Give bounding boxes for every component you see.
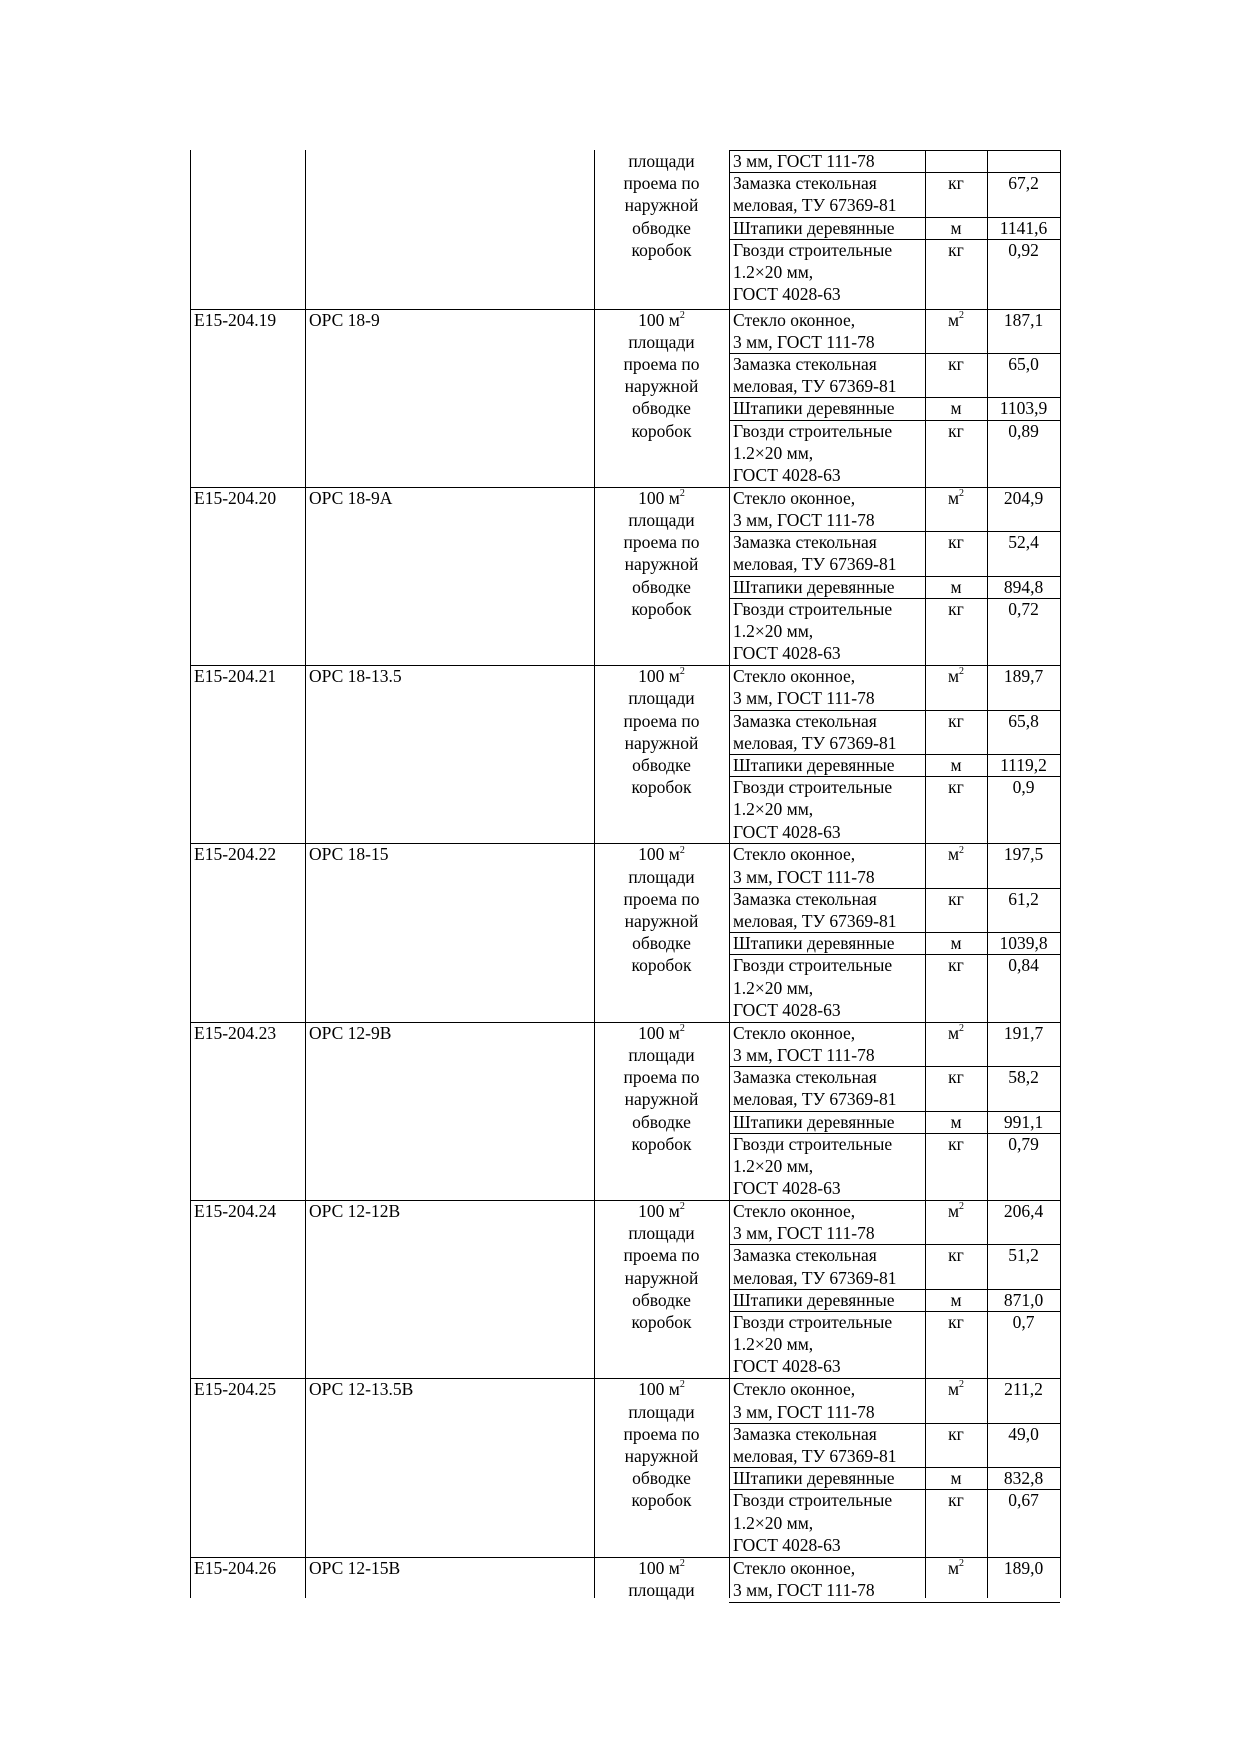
- material-name-line: Гвозди строительные: [733, 420, 893, 441]
- material-quantity: 52,4: [1008, 532, 1039, 553]
- material-quantity: 1039,8: [999, 933, 1048, 954]
- material-name-line: ГОСТ 4028-63: [733, 999, 841, 1020]
- unit-description-line: площади: [628, 1223, 695, 1244]
- material-unit: кг: [948, 1312, 964, 1332]
- material-quantity: 0,7: [1012, 1312, 1035, 1332]
- material-quantity: 189,0: [1003, 1557, 1044, 1578]
- column-rule: [305, 150, 306, 1598]
- material-name-line: ГОСТ 4028-63: [733, 1534, 841, 1555]
- material-name-line: ГОСТ 4028-63: [733, 1178, 841, 1199]
- material-unit: $м^2$: [947, 1557, 965, 1578]
- window-type: ОРС 18-9А: [309, 487, 393, 508]
- material-unit: м: [950, 1468, 962, 1489]
- material-unit: кг: [948, 239, 964, 260]
- column-rule: [190, 150, 191, 1598]
- material-name-line: меловая, ТУ 67369-81: [733, 1089, 897, 1110]
- material-quantity: 67,2: [1008, 173, 1039, 194]
- material-quantity: 51,2: [1008, 1245, 1039, 1266]
- material-name-line: Стекло оконное,: [733, 1557, 856, 1578]
- material-name-line: 3 мм, ГОСТ 111-78: [733, 1579, 875, 1600]
- material-unit: $м^2$: [947, 1201, 965, 1221]
- material-quantity: 187,1: [1003, 309, 1044, 330]
- unit-description-line: наружной: [624, 376, 699, 397]
- material-name-line: 3 мм, ГОСТ 111-78: [733, 331, 875, 352]
- window-type: ОРС 18-15: [309, 844, 389, 865]
- material-name-line: Замазка стекольная: [733, 173, 877, 194]
- material-unit: кг: [948, 1423, 964, 1444]
- norm-code: Е15-204.22: [194, 844, 277, 865]
- superscript-2: 2: [959, 1201, 965, 1213]
- unit-description-line: наружной: [624, 195, 699, 216]
- unit-description-line: коробок: [631, 955, 692, 976]
- norm-code: Е15-204.19: [194, 309, 277, 330]
- superscript-2: 2: [679, 309, 685, 321]
- norm-code: Е15-204.21: [194, 666, 277, 687]
- material-name-line: Гвозди строительные: [733, 1312, 893, 1332]
- material-quantity: 832,8: [1003, 1468, 1044, 1489]
- material-quantity: 197,5: [1003, 844, 1044, 865]
- unit-head: 100 $м^2$: [638, 309, 685, 330]
- material-quantity: 61,2: [1008, 888, 1039, 909]
- material-unit: м: [950, 398, 962, 419]
- material-name-line: Штапики деревянные: [733, 576, 895, 597]
- material-name-line: Гвозди строительные: [733, 598, 893, 619]
- material-name-line: Штапики деревянные: [733, 754, 895, 775]
- superscript-2: 2: [679, 666, 685, 678]
- superscript-2: 2: [679, 1557, 685, 1569]
- material-quantity: 189,7: [1003, 666, 1044, 687]
- material-name-line: Стекло оконное,: [733, 844, 856, 865]
- unit-description-line: проема по: [623, 1245, 700, 1266]
- material-name-line: Замазка стекольная: [733, 353, 877, 374]
- unit-description-line: площади: [628, 331, 695, 352]
- unit-head: 100 $м^2$: [638, 844, 685, 865]
- material-unit: м: [950, 1111, 962, 1132]
- unit-description-line: площади: [628, 1401, 695, 1422]
- material-name-line: 1.2×20 мм,: [733, 1512, 814, 1533]
- superscript-2: 2: [679, 1022, 685, 1034]
- material-name-line: Штапики деревянные: [733, 217, 895, 238]
- material-name-line: Гвозди строительные: [733, 239, 893, 260]
- material-unit: кг: [948, 1067, 964, 1088]
- unit-description-line: коробок: [631, 1312, 692, 1332]
- material-name-line: 3 мм, ГОСТ 111-78: [733, 1223, 875, 1244]
- material-quantity: 1141,6: [999, 217, 1048, 238]
- material-name-line: Стекло оконное,: [733, 1379, 856, 1400]
- unit-description-line: площади: [628, 151, 695, 171]
- material-name-line: меловая, ТУ 67369-81: [733, 554, 897, 575]
- material-name-line: ГОСТ 4028-63: [733, 821, 841, 842]
- unit-description-line: обводке: [632, 398, 691, 419]
- unit-description-line: проема по: [623, 888, 700, 909]
- unit-description-line: обводке: [632, 1468, 691, 1489]
- material-unit: $м^2$: [947, 666, 965, 687]
- material-quantity: 0,67: [1008, 1490, 1039, 1511]
- material-quantity: 49,0: [1008, 1423, 1039, 1444]
- material-name-line: меловая, ТУ 67369-81: [733, 1445, 897, 1466]
- material-quantity: 1119,2: [1000, 754, 1047, 775]
- norm-code: Е15-204.25: [194, 1379, 277, 1400]
- material-unit: кг: [948, 1245, 964, 1266]
- window-type: ОРС 12-15В: [309, 1557, 401, 1578]
- material-name-line: Замазка стекольная: [733, 1067, 877, 1088]
- material-unit: м: [950, 1289, 962, 1310]
- material-name-line: ГОСТ 4028-63: [733, 464, 841, 485]
- superscript-2: 2: [959, 1379, 965, 1391]
- unit-description-line: проема по: [623, 1423, 700, 1444]
- material-name-line: 1.2×20 мм,: [733, 977, 814, 998]
- unit-description-line: проема по: [623, 1067, 700, 1088]
- material-name-line: Штапики деревянные: [733, 933, 895, 954]
- unit-description-line: проема по: [623, 710, 700, 731]
- material-unit: кг: [948, 1133, 964, 1154]
- norm-code: Е15-204.24: [194, 1201, 277, 1221]
- unit-head: 100 $м^2$: [638, 1557, 685, 1578]
- material-name-line: меловая, ТУ 67369-81: [733, 376, 897, 397]
- material-unit: кг: [948, 777, 964, 798]
- material-name-line: Замазка стекольная: [733, 532, 877, 553]
- unit-description-line: обводке: [632, 754, 691, 775]
- unit-description-line: коробок: [631, 598, 692, 619]
- material-unit: кг: [948, 532, 964, 553]
- material-name-line: Гвозди строительные: [733, 777, 893, 798]
- unit-description-line: проема по: [623, 173, 700, 194]
- superscript-2: 2: [679, 844, 685, 856]
- material-quantity: 58,2: [1008, 1067, 1039, 1088]
- material-unit: кг: [948, 955, 964, 976]
- material-name-line: 1.2×20 мм,: [733, 262, 814, 282]
- material-unit: кг: [948, 420, 964, 441]
- norm-code: Е15-204.20: [194, 487, 277, 508]
- superscript-2: 2: [959, 844, 965, 856]
- superscript-2: 2: [959, 309, 965, 321]
- material-quantity: 65,8: [1008, 710, 1039, 731]
- material-unit: $м^2$: [947, 844, 965, 865]
- unit-head: 100 $м^2$: [638, 487, 685, 508]
- norm-code: Е15-204.23: [194, 1022, 277, 1043]
- material-name-line: Штапики деревянные: [733, 398, 895, 419]
- unit-description-line: наружной: [624, 732, 699, 753]
- material-quantity: 0,89: [1008, 420, 1039, 441]
- material-unit: $м^2$: [947, 1022, 965, 1043]
- unit-description-line: обводке: [632, 576, 691, 597]
- row-rule: [729, 1602, 1060, 1603]
- superscript-2: 2: [959, 666, 965, 678]
- superscript-2: 2: [679, 1201, 685, 1213]
- unit-description-line: площади: [628, 1579, 695, 1600]
- material-name-line: 1.2×20 мм,: [733, 1334, 814, 1355]
- material-name-line: Замазка стекольная: [733, 888, 877, 909]
- material-name-line: меловая, ТУ 67369-81: [733, 732, 897, 753]
- window-type: ОРС 18-13.5: [309, 666, 402, 687]
- column-rule: [1060, 150, 1061, 1598]
- material-name-line: Стекло оконное,: [733, 1201, 856, 1221]
- superscript-2: 2: [959, 1557, 965, 1569]
- window-type: ОРС 12-9В: [309, 1022, 392, 1043]
- unit-description-line: коробок: [631, 239, 692, 260]
- material-name-line: Замазка стекольная: [733, 1245, 877, 1266]
- unit-description-line: коробок: [631, 1133, 692, 1154]
- material-name-line: Штапики деревянные: [733, 1111, 895, 1132]
- unit-head: 100 $м^2$: [638, 1379, 685, 1400]
- material-name-line: 1.2×20 мм,: [733, 799, 814, 820]
- material-name-line: Гвозди строительные: [733, 1133, 893, 1154]
- material-unit: м: [950, 576, 962, 597]
- material-name-line: Стекло оконное,: [733, 487, 856, 508]
- material-quantity: 204,9: [1003, 487, 1044, 508]
- material-name-line: Гвозди строительные: [733, 1490, 893, 1511]
- material-unit: кг: [948, 353, 964, 374]
- unit-description-line: коробок: [631, 777, 692, 798]
- material-quantity: 211,2: [1004, 1379, 1043, 1400]
- material-quantity: 0,92: [1008, 239, 1039, 260]
- material-name-line: 3 мм, ГОСТ 111-78: [733, 866, 875, 887]
- material-unit: м: [950, 217, 962, 238]
- material-name-line: ГОСТ 4028-63: [733, 1356, 841, 1377]
- superscript-2: 2: [679, 1379, 685, 1391]
- material-unit: кг: [948, 173, 964, 194]
- material-name-line: Замазка стекольная: [733, 1423, 877, 1444]
- material-name-line: 1.2×20 мм,: [733, 1155, 814, 1176]
- unit-description-line: наружной: [624, 1267, 699, 1288]
- material-name-line: Стекло оконное,: [733, 309, 856, 330]
- superscript-2: 2: [679, 487, 685, 499]
- unit-description-line: площади: [628, 510, 695, 530]
- material-quantity: 894,8: [1003, 576, 1044, 597]
- material-unit: $м^2$: [947, 487, 965, 508]
- material-quantity: 0,79: [1008, 1133, 1039, 1154]
- unit-description-line: обводке: [632, 1289, 691, 1310]
- material-name-line: меловая, ТУ 67369-81: [733, 195, 897, 216]
- material-quantity: 0,72: [1008, 598, 1039, 619]
- window-type: ОРС 18-9: [309, 309, 380, 330]
- material-unit: $м^2$: [947, 1379, 965, 1400]
- material-unit: м: [950, 933, 962, 954]
- material-quantity: 0,84: [1008, 955, 1039, 976]
- window-type: ОРС 12-13.5В: [309, 1379, 414, 1400]
- material-name-line: меловая, ТУ 67369-81: [733, 1267, 897, 1288]
- material-name-line: 3 мм, ГОСТ 111-78: [733, 1401, 875, 1422]
- material-name-line: ГОСТ 4028-63: [733, 643, 841, 664]
- material-name-line: 3 мм, ГОСТ 111-78: [733, 151, 875, 171]
- material-unit: кг: [948, 598, 964, 619]
- superscript-2: 2: [959, 487, 965, 499]
- material-name-line: 1.2×20 мм,: [733, 442, 814, 463]
- unit-description-line: площади: [628, 1044, 695, 1065]
- material-name-line: Штапики деревянные: [733, 1289, 895, 1310]
- unit-description-line: обводке: [632, 933, 691, 954]
- material-quantity: 191,7: [1003, 1022, 1044, 1043]
- unit-head: 100 $м^2$: [638, 1022, 685, 1043]
- material-unit: кг: [948, 710, 964, 731]
- material-name-line: 3 мм, ГОСТ 111-78: [733, 1044, 875, 1065]
- unit-description-line: обводке: [632, 217, 691, 238]
- material-name-line: Стекло оконное,: [733, 666, 856, 687]
- material-name-line: Штапики деревянные: [733, 1468, 895, 1489]
- window-type: ОРС 12-12В: [309, 1201, 401, 1221]
- material-name-line: 3 мм, ГОСТ 111-78: [733, 688, 875, 709]
- unit-description-line: проема по: [623, 532, 700, 553]
- unit-description-line: коробок: [631, 420, 692, 441]
- material-name-line: меловая, ТУ 67369-81: [733, 911, 897, 931]
- material-unit: м: [950, 754, 962, 775]
- material-unit: кг: [948, 888, 964, 909]
- material-unit: $м^2$: [947, 309, 965, 330]
- material-quantity: 0,9: [1012, 777, 1035, 798]
- material-quantity: 871,0: [1003, 1289, 1044, 1310]
- material-quantity: 206,4: [1003, 1201, 1044, 1221]
- material-quantity: 991,1: [1003, 1111, 1044, 1132]
- material-name-line: Замазка стекольная: [733, 710, 877, 731]
- material-name-line: 3 мм, ГОСТ 111-78: [733, 510, 875, 530]
- material-quantity: 1103,9: [999, 398, 1048, 419]
- material-quantity: 65,0: [1008, 353, 1039, 374]
- unit-description-line: обводке: [632, 1111, 691, 1132]
- norm-code: Е15-204.26: [194, 1557, 277, 1578]
- unit-description-line: наружной: [624, 554, 699, 575]
- superscript-2: 2: [959, 1022, 965, 1034]
- material-name-line: 1.2×20 мм,: [733, 621, 814, 641]
- unit-description-line: проема по: [623, 353, 700, 374]
- unit-description-line: наружной: [624, 911, 699, 931]
- unit-description-line: наружной: [624, 1089, 699, 1110]
- unit-description-line: коробок: [631, 1490, 692, 1511]
- material-name-line: Гвозди строительные: [733, 955, 893, 976]
- material-name-line: ГОСТ 4028-63: [733, 284, 841, 305]
- column-rule: [729, 150, 730, 1598]
- material-unit: кг: [948, 1490, 964, 1511]
- unit-head: 100 $м^2$: [638, 1201, 685, 1221]
- unit-description-line: площади: [628, 866, 695, 887]
- unit-description-line: площади: [628, 688, 695, 709]
- unit-head: 100 $м^2$: [638, 666, 685, 687]
- unit-description-line: наружной: [624, 1445, 699, 1466]
- material-name-line: Стекло оконное,: [733, 1022, 856, 1043]
